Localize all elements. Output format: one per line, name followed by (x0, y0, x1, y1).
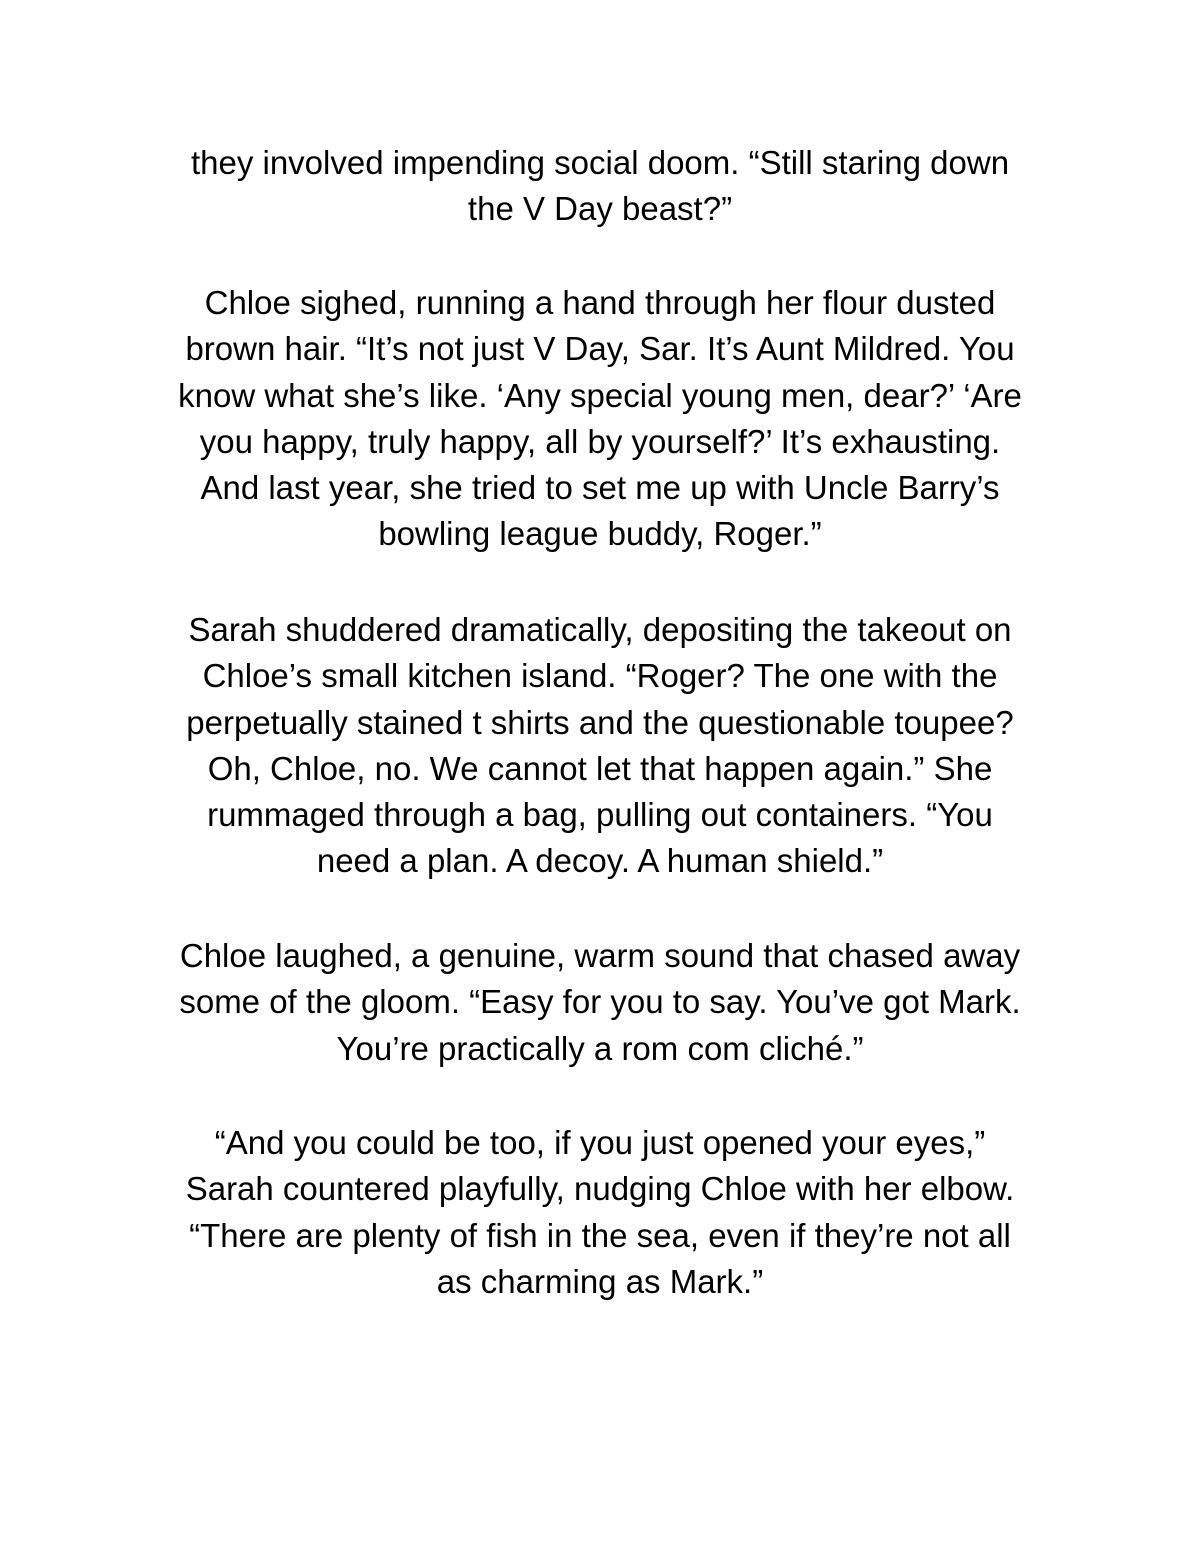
text-line: bowling league buddy, Roger.” (378, 515, 822, 553)
text-line: perpetually stained t shirts and the questionable toupee? (186, 703, 1014, 741)
text-line: brown hair. “It’s not just V Day, Sar. It’s Aunt Mildred. You (185, 330, 1015, 368)
paragraph (100, 1120, 1100, 1305)
text-line: You’re practically a rom com cliché.” (336, 1029, 864, 1067)
text-line: know what she’s like. ‘Any special young men, dear?’ ‘Are (178, 376, 1022, 414)
paragraph (100, 607, 1100, 885)
text-line: Chloe sighed, running a hand through her flour dusted (204, 284, 996, 321)
text-line: Sarah countered playfully, nudging Chloe with her elbow. (185, 1170, 1015, 1208)
text-line: you happy, truly happy, all by yourself?’ It’s exhausting. (199, 422, 1001, 460)
text-line: Sarah shuddered dramatically, depositing the takeout on (188, 611, 1012, 648)
text-line: “There are plenty of fish in the sea, even if they’re not all (189, 1216, 1011, 1254)
paragraph (100, 140, 1100, 233)
text-line: Chloe laughed, a genuine, warm sound that chased away (179, 937, 1021, 974)
text-line: they involved impending social doom. “Still staring down (190, 144, 1010, 181)
text-line: as charming as Mark.” (436, 1262, 764, 1300)
text-line: And last year, she tried to set me up with Uncle Barry’s (200, 469, 1000, 507)
text-line: Oh, Chloe, no. We cannot let that happen again.” She (207, 749, 993, 787)
paragraph (100, 933, 1100, 1072)
text-line: need a plan. A decoy. A human shield.” (316, 842, 884, 880)
text-line: some of the gloom. “Easy for you to say. You’ve got Mark. (179, 983, 1021, 1021)
text-line: the V Day beast?” (467, 190, 733, 228)
text-line: rummaged through a bag, pulling out containers. “You (207, 796, 993, 834)
paragraph (100, 280, 1100, 558)
text-line: “And you could be too, if you just opened your eyes,” (214, 1124, 986, 1161)
text-line: Chloe’s small kitchen island. “Roger? The one with the (202, 657, 998, 695)
